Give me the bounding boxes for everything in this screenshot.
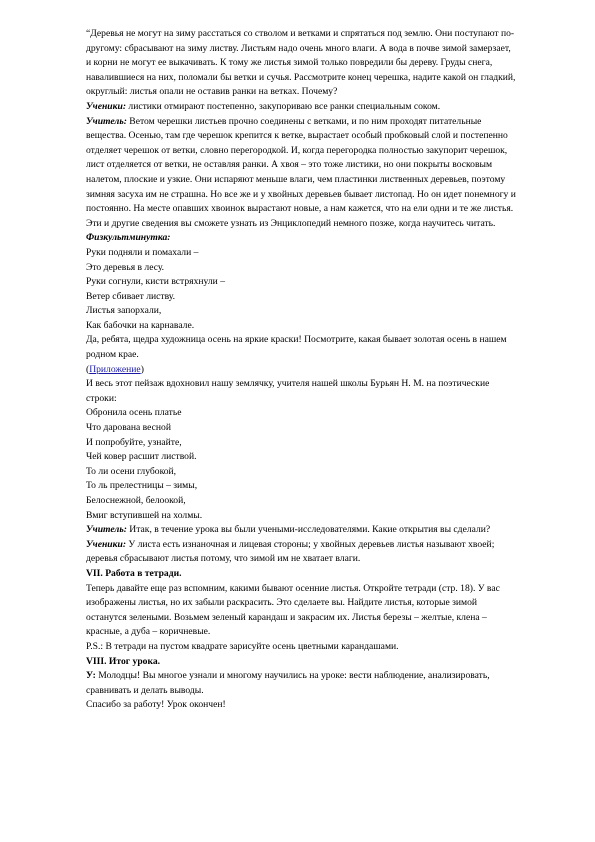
appendix-close-paren: ): [140, 363, 144, 375]
teacher-explanation: [86, 115, 518, 232]
poem-1-line: Ветер сбивает листву.: [86, 290, 176, 302]
section-7-paragraph: Теперь давайте еще раз вспомним, какими бывают осенние листья. Откройте тетради (стр. 18). У вас изображены листья, но их забыли раскрасить. Это сделаете вы. Найдите листья, которые зимой останутся зелеными. Возьмем зеленый карандаш и закрасим их. Листья березы – желтые, клена – красные, а дуба – коричневые.: [86, 582, 500, 638]
appendix-link[interactable]: Приложение: [89, 363, 141, 375]
poem-2-line: То ли осени глубокой,: [86, 465, 177, 477]
intro-paragraph: “Деревья не могут на зиму расстаться со стволом и ветками и спрятаться под землю. Они поступают по- другому: сбрасывают на зиму листву. Листьям надо очень много влаги. А вода в почве зимой замерзает, и корни не могут ее выкачивать. К тому же листья зимой только повредили бы дереву. Груды снега, навалившиеся на них, поломали бы ветки и сучья. Рассмотрите конец черешка, надите какой он гладкий, округлый: листья опали не оставив ранки на ветках. Почему?: [86, 28, 516, 98]
poem-2-line: Обронила осень платье: [86, 407, 182, 419]
poem-1-line: Руки согнули, кисти встряхнули –: [86, 276, 225, 288]
poem-1-line: Листья запорхали,: [86, 305, 162, 317]
teacher-question-text: Итак, в течение урока вы были учеными-исследователями. Какие открытия вы сделали?: [126, 524, 491, 536]
final-text: Молодцы! Вы многое узнали и многому научились на уроке: вести наблюдение, анализировать, сравнивать и делать выводы.: [86, 670, 490, 696]
appendix-open-paren: (: [86, 363, 90, 375]
appendix-line: [86, 363, 518, 378]
poem-2-line: Белоснежной, белоокой,: [86, 495, 186, 506]
pupils-answer-1: [86, 100, 518, 115]
pupils-answer-text: листики отмирают постепенно, закупориваю все ранки специальным соком.: [126, 100, 441, 112]
poem-2-line: Вмиг вступившей на холмы.: [86, 509, 203, 521]
poem-2-line: Чей ковер расшит листвой.: [86, 451, 197, 463]
poem-2-line: И попробуйте, узнайте,: [86, 436, 182, 448]
poem-1-line: Это деревья в лесу.: [86, 261, 165, 273]
pupils-label: Ученики:: [86, 100, 127, 112]
poem-2-line: То ль прелестницы – зимы,: [86, 480, 198, 492]
thanks-line: Спасибо за работу! Урок окончен!: [86, 699, 226, 711]
final-paragraph: [86, 669, 518, 698]
poem-1-line: Как бабочки на карнавале.: [86, 319, 195, 331]
poem-1-line: Руки подняли и помахали –: [86, 246, 199, 258]
teacher-label: Учитель:: [86, 115, 127, 127]
poem-2-line: Что дарована весной: [86, 422, 171, 434]
document-page: [86, 27, 518, 713]
autumn-paragraph: Да, ребята, щедра художница осень на яркие краски! Посмотрите, какая бывает золотая осень в нашем родном крае.: [86, 334, 507, 361]
fizminutka-heading: Физкультминутка:: [86, 232, 171, 244]
final-label: У:: [86, 670, 96, 682]
section-7-heading: VII. Работа в тетради.: [86, 567, 182, 579]
teacher-question: [86, 523, 518, 538]
pupils-answer-text: У листа есть изнаночная и лицевая стороны; у хвойных деревьев листья называют хвоей; деревья сбрасывают листья потому, что зимой им не хватает влаги.: [86, 538, 495, 565]
teacher-label: Учитель:: [86, 524, 127, 536]
teacher-explanation-text: Ветом черешки листьев прочно соединены с ветками, и по ним проходят питательные вещества. Осенью, там где черешок крепится к ветке, вырастает особый пробковый слой и постепенно отделяет черешок от ветки, словно перегородкой. И, когда перегородка полностью закупорит черешок, лист отделяется от ветки, не оставляя ранки. А хвоя – это тоже листики, но они покрыты восковым налетом, плоские и узкие. Они испаряют меньше влаги, чем пластинки лиственных деревьев, поэтому зимняя засуха им не страшна. Но все же и у хвойных деревьев бывает листопад. Но он идет понемногу и постоянно. На месте опавших хвоинок вырастают новые, а нам кажется, что на ели одни и те же листья. Эти и другие сведения вы сможете узнать из Энциклопедий немного позже, когда научитесь читать.: [86, 115, 516, 229]
pupils-label: Ученики:: [86, 538, 127, 550]
section-8-heading: VIII. Итог урока.: [86, 655, 161, 667]
ps-note: P.S.: В тетради на пустом квадрате зарисуйте осень цветными карандашами.: [86, 640, 399, 652]
pupils-answer-2: [86, 538, 518, 567]
poet-paragraph: И весь этот пейзаж вдохновил нашу землячку, учителя нашей школы Бурьян Н. М. на поэтические строки:: [86, 378, 490, 404]
